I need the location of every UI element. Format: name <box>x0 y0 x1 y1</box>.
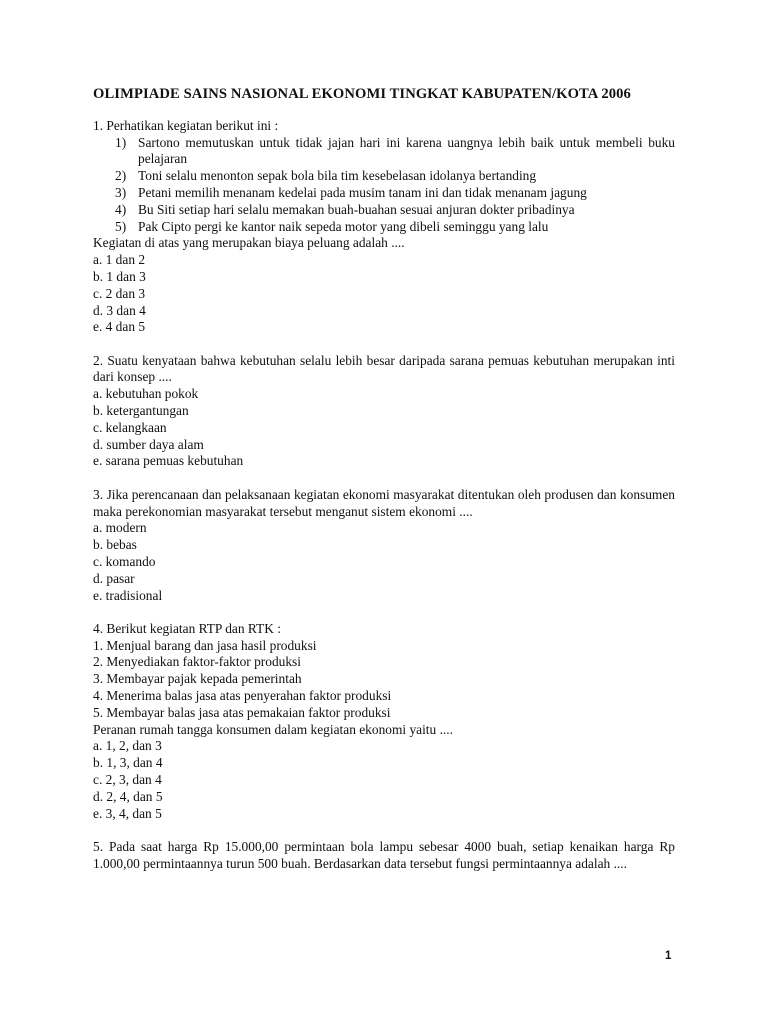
activity-item: 5) Pak Cipto pergi ke kantor naik sepeda motor yang dibeli seminggu yang lalu <box>115 218 549 234</box>
answer-option: c. komando <box>93 553 156 569</box>
answer-option: a. kebutuhan pokok <box>93 386 199 402</box>
question-prompt: Peranan rumah tangga konsumen dalam kegiatan ekonomi yaitu .... <box>93 721 453 737</box>
document-page <box>93 86 675 889</box>
activity-item: 3) Petani memilih menanam kedelai pada musim tanam ini dan tidak menanam jagung <box>115 184 587 200</box>
activity-line: 4. Menerima balas jasa atas penyerahan faktor produksi <box>93 688 392 703</box>
question-5 <box>93 839 675 873</box>
answer-option: c. 2, 3, dan 4 <box>93 771 162 787</box>
answer-option: e. sarana pemuas kebutuhan <box>93 453 244 469</box>
question-1 <box>93 118 675 336</box>
question-prompt: Kegiatan di atas yang merupakan biaya peluang adalah .... <box>93 235 405 251</box>
answer-option: d. 3 dan 4 <box>93 302 146 318</box>
activity-list <box>93 135 675 236</box>
activity-line: 3. Membayar pajak kepada pemerintah <box>93 671 302 687</box>
page-number: 1 <box>665 950 672 962</box>
activity-line: 2. Menyediakan faktor-faktor produksi <box>93 654 301 670</box>
question-stem: 1. Perhatikan kegiatan berikut ini : <box>93 117 279 133</box>
activity-item: 1) Sartono memutuskan untuk tidak jajan hari ini karena uangnya lebih baik untuk membeli buku pelajaran <box>115 134 675 167</box>
answer-option: e. tradisional <box>93 587 163 603</box>
answer-option: c. 2 dan 3 <box>93 285 146 301</box>
answer-option: b. 1, 3, dan 4 <box>93 755 163 771</box>
activity-line: 1. Menjual barang dan jasa hasil produksi <box>93 637 317 653</box>
answer-option: c. kelangkaan <box>93 419 167 435</box>
answer-option: e. 4 dan 5 <box>93 319 146 335</box>
question-stem: 2. Suatu kenyataan bahwa kebutuhan selalu lebih besar daripada sarana pemuas kebutuhan merupakan inti dari konsep .... <box>93 352 675 385</box>
answer-option: e. 3, 4, dan 5 <box>93 805 162 821</box>
document-title: OLIMPIADE SAINS NASIONAL EKONOMI TINGKAT KABUPATEN/KOTA 2006 <box>93 86 631 102</box>
activity-item: 4) Bu Siti setiap hari selalu memakan buah-buahan sesuai anjuran dokter pribadinya <box>115 201 575 217</box>
answer-option: d. sumber daya alam <box>93 436 204 452</box>
question-stem: 3. Jika perencanaan dan pelaksanaan kegiatan ekonomi masyarakat ditentukan oleh produsen dan konsumen maka perekonomian masyarakat tersebut menganut sistem ekonomi .... <box>93 486 675 519</box>
question-2 <box>93 353 675 471</box>
answer-option: b. ketergantungan <box>93 403 189 419</box>
answer-option: a. modern <box>93 520 147 536</box>
question-stem: 5. Pada saat harga Rp 15.000,00 permintaan bola lampu sebesar 4000 buah, setiap kenaikan harga Rp 1.000,00 permintaannya turun 500 buah. Berdasarkan data tersebut fungsi permintaannya adalah .... <box>93 838 675 871</box>
question-3 <box>93 487 675 605</box>
answer-option: b. 1 dan 3 <box>93 268 146 284</box>
activity-line: 5. Membayar balas jasa atas pemakaian faktor produksi <box>93 704 391 720</box>
activity-item: 2) Toni selalu menonton sepak bola bila tim kesebelasan idolanya bertanding <box>115 168 537 184</box>
answer-option: d. 2, 4, dan 5 <box>93 788 163 804</box>
question-4 <box>93 621 675 823</box>
answer-option: b. bebas <box>93 537 137 553</box>
question-stem: 4. Berikut kegiatan RTP dan RTK : <box>93 620 281 636</box>
answer-option: d. pasar <box>93 570 135 586</box>
answer-option: a. 1, 2, dan 3 <box>93 738 162 754</box>
answer-option: a. 1 dan 2 <box>93 252 146 268</box>
